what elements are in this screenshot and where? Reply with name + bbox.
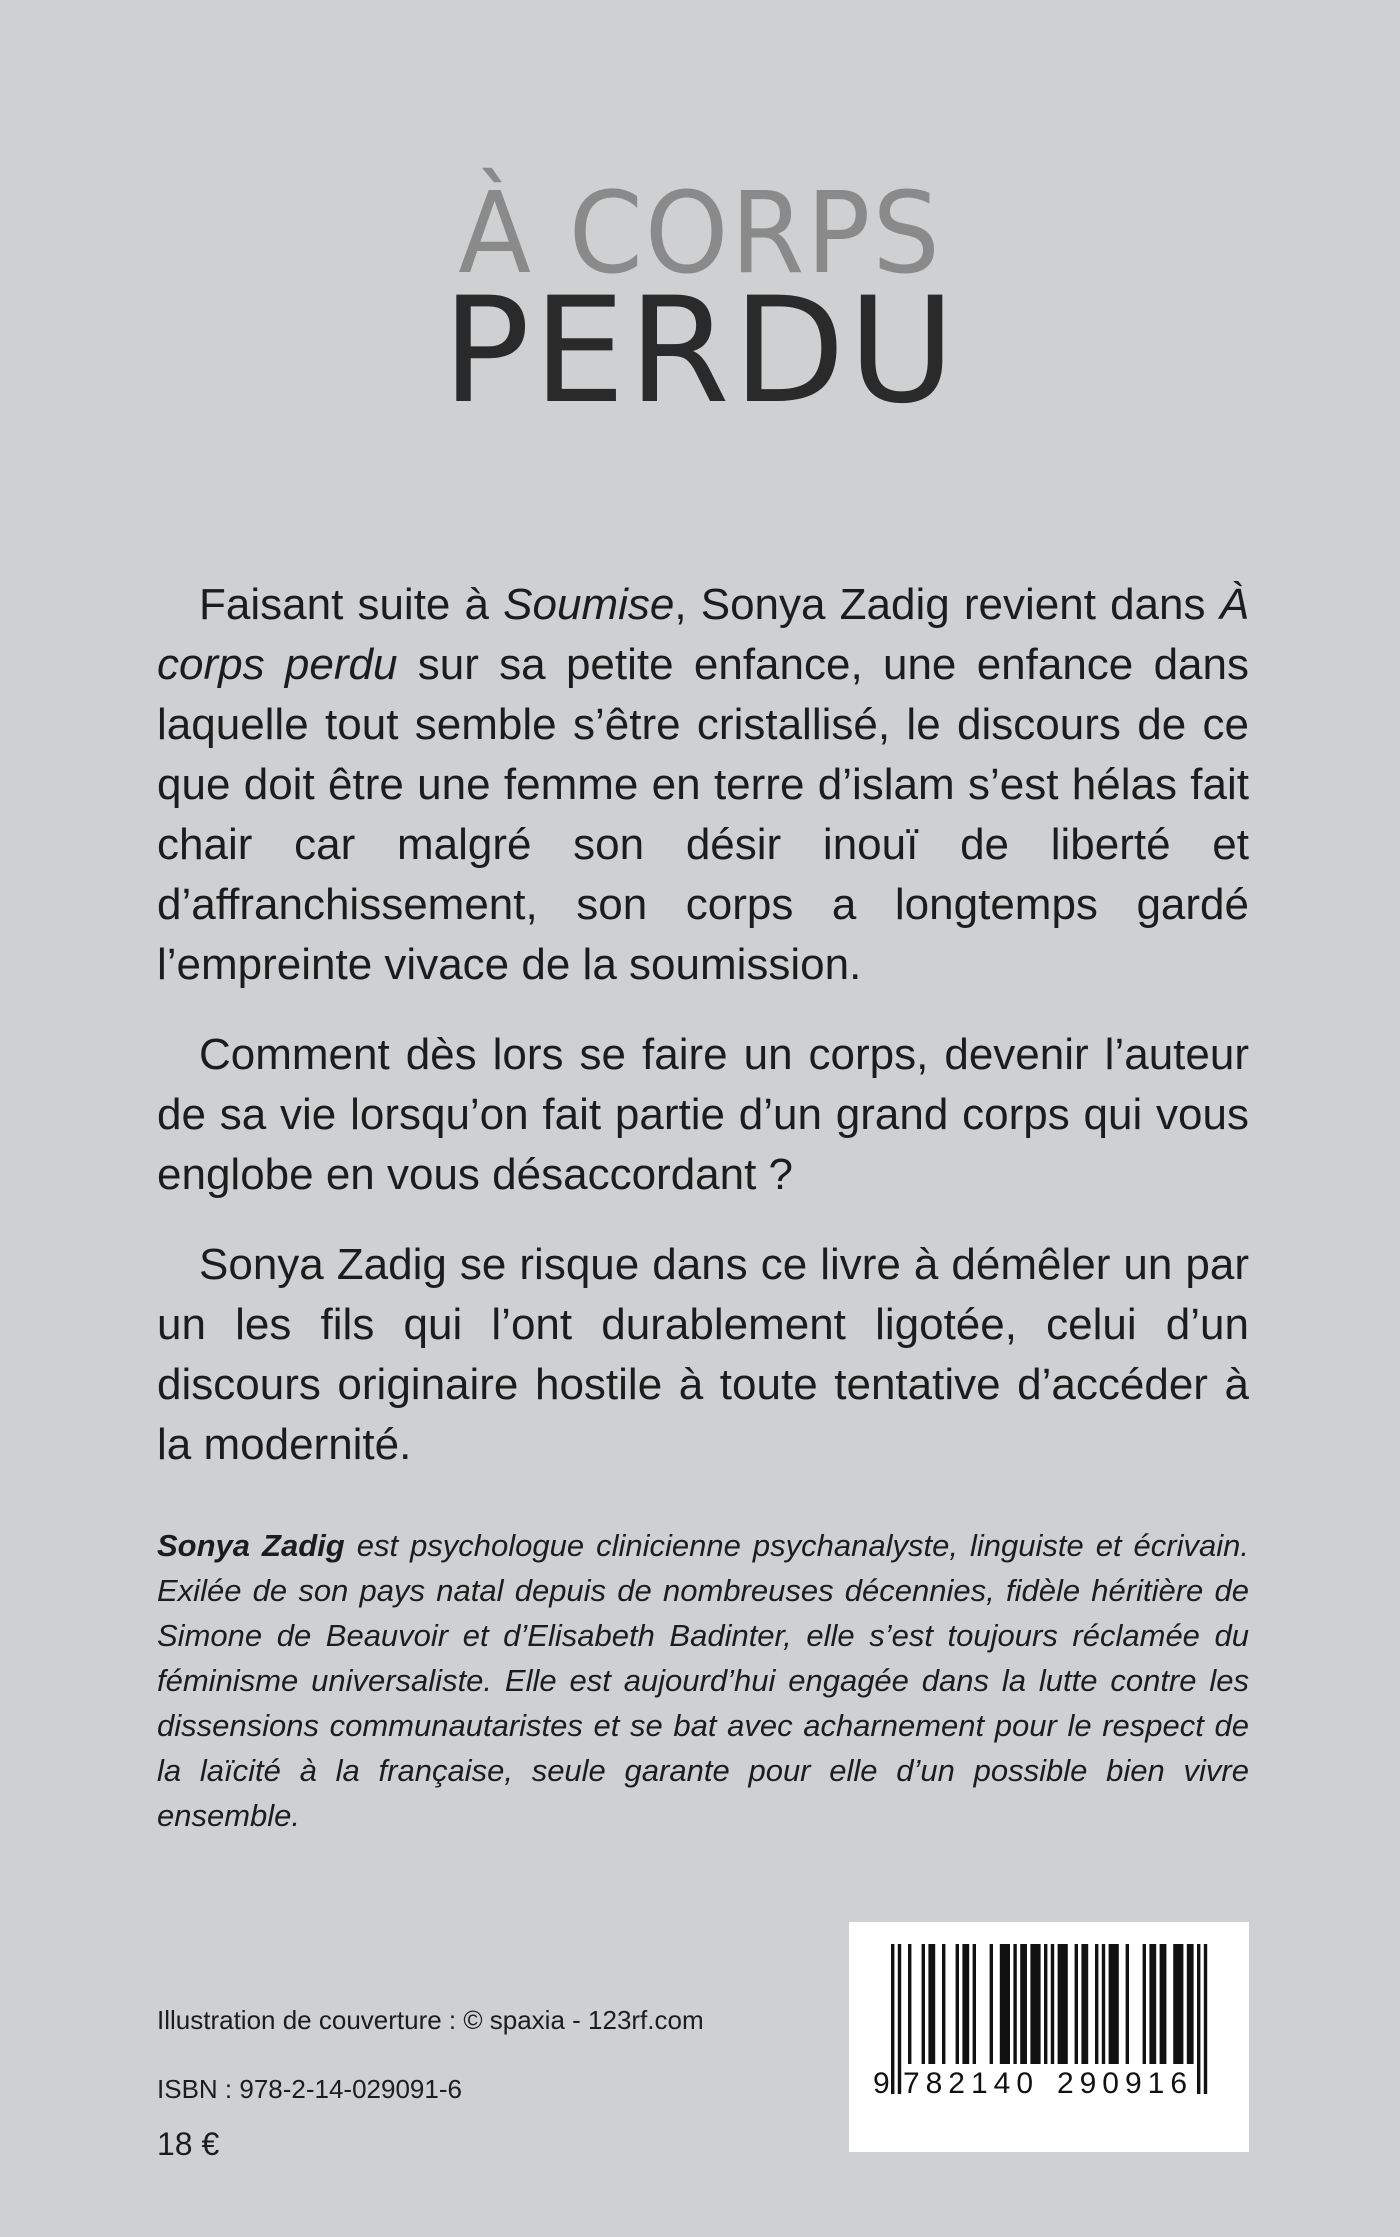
barcode-bar [942, 1944, 945, 2064]
book-reference: Soumise [503, 580, 675, 629]
barcode-bar [962, 1944, 969, 2064]
barcode-bar [1109, 1944, 1119, 2064]
barcode-bar [891, 1944, 894, 2094]
barcode-bar [1030, 1944, 1040, 2064]
barcode-bar [973, 1944, 976, 2064]
price: 18 € [157, 2126, 220, 2162]
synopsis-paragraph-1 [157, 575, 1249, 995]
barcode-bar [1020, 1944, 1027, 2064]
author-bio [157, 1523, 1249, 1838]
barcode-bar [1102, 1944, 1105, 2064]
barcode-bar [990, 1944, 993, 2064]
barcode-bar [956, 1944, 959, 2064]
title-line-1: À CORPS [458, 169, 942, 299]
barcode-bar [1095, 1944, 1098, 2064]
barcode-bar [1143, 1944, 1146, 2064]
barcode-graphic [849, 1922, 1249, 2152]
barcode [849, 1922, 1249, 2152]
barcode-bar [1173, 1944, 1183, 2064]
synopsis-text: Faisant suite à [199, 580, 504, 629]
barcode-bar [1000, 1944, 1010, 2064]
barcode-bar [1075, 1944, 1078, 2064]
synopsis-paragraph-2: Comment dès lors se faire un corps, devenir l’auteur de sa vie lorsqu’on fait partie d’un grand corps qui vous englobe en vous désaccordant ? [157, 1030, 1249, 1199]
barcode-bar [1149, 1944, 1156, 2064]
synopsis-paragraph-3: Sonya Zadig se risque dans ce livre à démêler un par un les fils qui l’ont durablement ligotée, celui d’un discours originaire hostile à toute tentative d’accéder à la modernité. [157, 1240, 1249, 1469]
author-bio-text: est psychologue clinicienne psychanalyste, linguiste et écrivain. Exilée de son pays natal depuis de nombreuses décennies, fidèle héritière de Simone de Beauvoir et d’Elisabeth Badinter, elle s’est toujours réclamée du féminisme universaliste. Elle est aujourd’hui engagée dans la lutte contre les dissensions communautaristes et se bat avec acharnement pour le respect de la laïcité à la française, seule garante pour elle d’un possible bien vivre ensemble. [157, 1528, 1249, 1833]
barcode-bar [1187, 1944, 1194, 2064]
barcode-first-digit: 9 [873, 2067, 890, 2100]
barcode-bar [1051, 1944, 1054, 2064]
illustration-credit: Illustration de couverture : © spaxia - 123rf.com [157, 2005, 704, 2035]
synopsis [157, 575, 1249, 1475]
synopsis-text: sur sa petite enfance, une enfance dans laquelle tout semble s’être cristallisé, le discours de ce que doit être une femme en terre d’islam s’est hélas fait chair car malgré son désir inouï de liberté et d’affranchissement, son corps a longtemps gardé l’empreinte vivace de la soumission. [157, 640, 1249, 989]
title-line-2: PERDU [441, 266, 959, 436]
barcode-bar [1204, 1944, 1207, 2094]
barcode-bar [928, 1944, 935, 2064]
barcode-bar [1058, 1944, 1068, 2064]
barcode-bar [908, 1944, 911, 2064]
barcode-bar [922, 1944, 925, 2064]
barcode-digits-right: 290916 [1056, 2067, 1194, 2100]
barcode-bar [1044, 1944, 1047, 2064]
book-reference: À corps perdu [157, 580, 1250, 689]
isbn: ISBN : 978-2-14-029091-6 [157, 2074, 462, 2104]
barcode-bar [1013, 1944, 1016, 2064]
barcode-bar [898, 1944, 901, 2094]
barcode-bar [1126, 1944, 1129, 2064]
barcode-bar [1160, 1944, 1167, 2064]
author-name: Sonya Zadig [157, 1528, 345, 1563]
barcode-digits-left: 782140 [902, 2067, 1040, 2100]
synopsis-text: , Sonya Zadig revient dans [674, 580, 1220, 629]
barcode-bar [1197, 1944, 1200, 2094]
barcode-bar [1081, 1944, 1088, 2064]
